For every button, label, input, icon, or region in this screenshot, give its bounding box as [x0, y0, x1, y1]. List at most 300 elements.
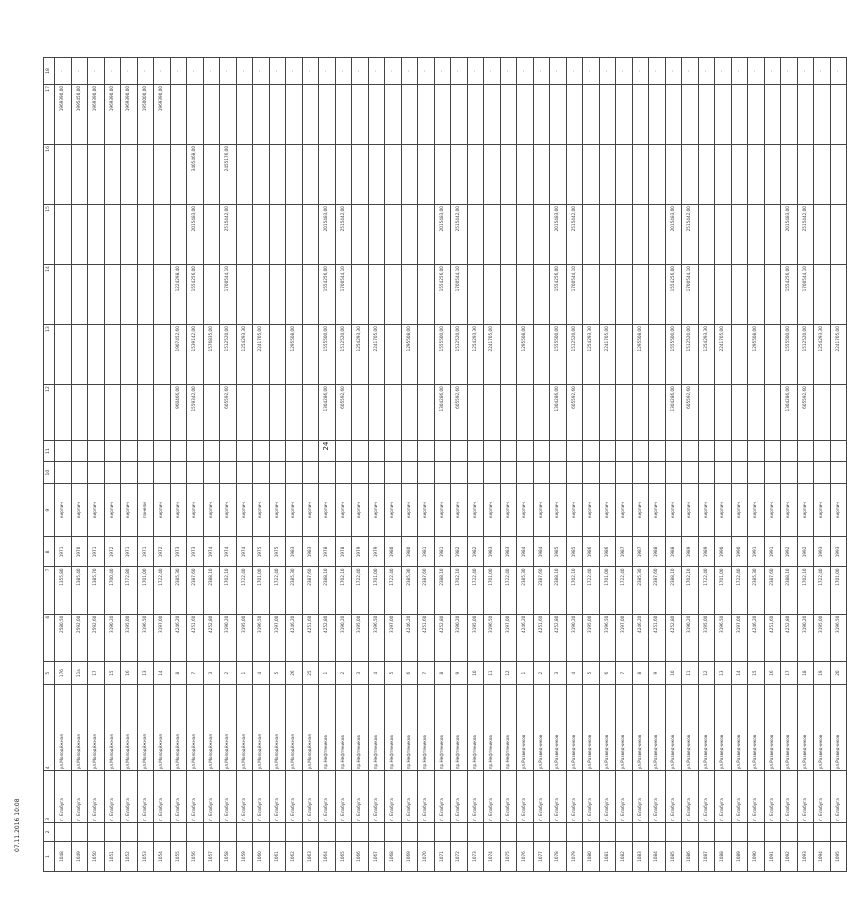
table-cell: 1085 [665, 841, 682, 871]
table-cell: 1094 [814, 841, 831, 871]
table-cell: 1701,00 [368, 567, 385, 614]
table-cell: 1969390,00 [55, 84, 72, 144]
table-cell: 9 [451, 661, 468, 685]
table-cell: 1722,40 [616, 567, 633, 614]
table-cell: г. Елабуга [71, 771, 88, 822]
table-row [649, 58, 666, 872]
table-cell [385, 325, 402, 385]
table-cell [830, 822, 847, 841]
table-cell: 2015483,00 [187, 205, 204, 265]
table-cell [121, 462, 138, 483]
table-cell [731, 822, 748, 841]
table-cell [154, 205, 171, 265]
table-cell [137, 205, 154, 265]
table-cell [352, 205, 369, 265]
table-cell: - [682, 58, 699, 85]
table-cell: ул.Разведчиков [731, 685, 748, 771]
table-cell: - [434, 58, 451, 85]
table-cell: 4246,20 [286, 614, 303, 661]
table-cell: - [550, 58, 567, 85]
table-cell: 1972 [154, 537, 171, 567]
table-cell: 4252,80 [434, 614, 451, 661]
table-cell: 1304286,00 [550, 385, 567, 441]
table-cell [203, 84, 220, 144]
table-cell [55, 205, 72, 265]
table-cell: - [418, 58, 435, 85]
table-cell [467, 265, 484, 325]
table-cell: кирпич [286, 483, 303, 537]
table-cell: 2241705,00 [599, 325, 616, 385]
table-cell [418, 325, 435, 385]
table-cell [385, 822, 402, 841]
table-row [319, 58, 336, 872]
table-cell: 3190,20 [682, 614, 699, 661]
table-cell [533, 84, 550, 144]
table-cell: 1702,10 [797, 567, 814, 614]
table-cell: г. Елабуга [533, 771, 550, 822]
table-cell: 4246,20 [748, 614, 765, 661]
table-cell [550, 462, 567, 483]
table-cell [352, 145, 369, 205]
table-cell [137, 462, 154, 483]
table-cell: - [55, 58, 72, 85]
table-cell: ул.Разведчиков [814, 685, 831, 771]
table-cell: г. Елабуга [319, 771, 336, 822]
table-cell: 1979 [368, 537, 385, 567]
table-cell [434, 84, 451, 144]
table-cell: 25 [302, 661, 319, 685]
table-cell: 1701,00 [830, 567, 847, 614]
table-cell [137, 822, 154, 841]
table-cell: 4 [566, 661, 583, 685]
table-cell: 2 [533, 661, 550, 685]
table-row [401, 58, 418, 872]
table-cell: г. Елабуга [368, 771, 385, 822]
table-cell: 3195,00 [352, 614, 369, 661]
table-cell: - [764, 58, 781, 85]
table-cell [335, 440, 352, 461]
table-cell [797, 440, 814, 461]
table-cell: 3196,50 [484, 614, 501, 661]
table-cell: 8 [44, 537, 55, 567]
table-row [484, 58, 501, 872]
table-cell: 15 [748, 661, 765, 685]
table-cell: - [187, 58, 204, 85]
table-cell [665, 84, 682, 144]
table-cell [269, 205, 286, 265]
table-cell: - [154, 58, 171, 85]
table-cell [220, 822, 237, 841]
table-cell: 3195,00 [698, 614, 715, 661]
table-cell [253, 205, 270, 265]
table-cell: 4252,80 [319, 614, 336, 661]
table-cell: 1 [236, 661, 253, 685]
table-cell [797, 84, 814, 144]
table-cell: пр.Нефтяников [500, 685, 517, 771]
table-cell [517, 822, 534, 841]
table-cell [154, 145, 171, 205]
table-cell [286, 205, 303, 265]
table-cell: 2241705,00 [830, 325, 847, 385]
table-cell: ул.Разведчиков [533, 685, 550, 771]
table-cell: ул.Молодёжная [104, 685, 121, 771]
table-cell: кирпич [467, 483, 484, 537]
table-cell: г. Елабуга [220, 771, 237, 822]
table-cell: г. Елабуга [154, 771, 171, 822]
table-cell: ул.Молодёжная [236, 685, 253, 771]
table-cell [484, 440, 501, 461]
table-cell [418, 822, 435, 841]
table-cell [55, 462, 72, 483]
table-cell: 1050 [88, 841, 105, 871]
table-cell: 1987 [616, 537, 633, 567]
table-cell: кирпич [731, 483, 748, 537]
table-cell: 2387,60 [649, 567, 666, 614]
table-cell [698, 84, 715, 144]
table-cell [434, 145, 451, 205]
table-cell: 16 [121, 661, 138, 685]
table-cell: г. Елабуга [781, 771, 798, 822]
table-cell [517, 462, 534, 483]
table-cell: ул.Разведчиков [566, 685, 583, 771]
table-cell [682, 145, 699, 205]
table-cell [500, 325, 517, 385]
table-cell: 1989 [698, 537, 715, 567]
table-cell: пр.Нефтяников [335, 685, 352, 771]
table-cell: г. Елабуга [484, 771, 501, 822]
table-cell [104, 325, 121, 385]
table-cell: 1701,00 [137, 567, 154, 614]
table-cell [814, 385, 831, 441]
table-cell: 2388,10 [781, 567, 798, 614]
table-cell: 4246,20 [632, 614, 649, 661]
table-cell: 1076 [517, 841, 534, 871]
table-cell [71, 440, 88, 461]
table-cell [616, 205, 633, 265]
table-cell [599, 385, 616, 441]
table-cell [220, 84, 237, 144]
table-cell: - [137, 58, 154, 85]
table-row [71, 58, 88, 872]
table-cell [203, 145, 220, 205]
table-cell: г. Елабуга [203, 771, 220, 822]
table-cell: 1978 [319, 537, 336, 567]
table-cell: 5 [385, 661, 402, 685]
table-cell: 1072 [451, 841, 468, 871]
table-cell: 1254293,30 [583, 325, 600, 385]
table-cell [385, 265, 402, 325]
table-cell [467, 205, 484, 265]
table-cell: 1079 [566, 841, 583, 871]
table-cell: 1057 [203, 841, 220, 871]
table-cell: 1512520,00 [566, 325, 583, 385]
table-row [253, 58, 270, 872]
table-cell [71, 462, 88, 483]
table-cell: - [286, 58, 303, 85]
table-cell: 1385,40 [71, 567, 88, 614]
table-cell [187, 462, 204, 483]
table-cell: 1089 [731, 841, 748, 871]
table-cell: 5 [44, 661, 55, 685]
table-cell [170, 822, 187, 841]
table-cell [764, 325, 781, 385]
table-cell: 4252,80 [203, 614, 220, 661]
table-cell: 2387,60 [187, 567, 204, 614]
table-cell: 1086 [682, 841, 699, 871]
table-cell [269, 84, 286, 144]
table-cell: - [632, 58, 649, 85]
table-cell: г. Елабуга [665, 771, 682, 822]
table-cell [484, 462, 501, 483]
table-cell [698, 205, 715, 265]
table-cell [731, 385, 748, 441]
table-cell [781, 84, 798, 144]
table-cell: - [533, 58, 550, 85]
table-cell [319, 462, 336, 483]
table-cell: 14 [154, 661, 171, 685]
table-cell: 1983 [286, 537, 303, 567]
table-cell: ул.Разведчиков [517, 685, 534, 771]
table-cell [368, 145, 385, 205]
table-cell [814, 822, 831, 841]
table-cell: 4251,60 [187, 614, 204, 661]
table-cell [401, 440, 418, 461]
table-cell: 1980 [385, 537, 402, 567]
table-cell: 1091 [764, 841, 781, 871]
table-cell: 4246,20 [401, 614, 418, 661]
table-cell: 3195,00 [467, 614, 484, 661]
table-cell: ул.Разведчиков [781, 685, 798, 771]
table-cell: 7 [616, 661, 633, 685]
table-cell [748, 205, 765, 265]
table-cell [682, 440, 699, 461]
table-cell [500, 145, 517, 205]
table-cell: пр.Нефтяников [467, 685, 484, 771]
table-cell [253, 145, 270, 205]
table-cell [154, 265, 171, 325]
table-cell [649, 84, 666, 144]
table-cell: 1987 [632, 537, 649, 567]
table-cell: 2241705,00 [715, 325, 732, 385]
table-cell: г. Елабуга [418, 771, 435, 822]
table-cell: - [368, 58, 385, 85]
table-cell: ул.Разведчиков [550, 685, 567, 771]
table-cell: 2385,30 [401, 567, 418, 614]
table-cell: 1254293,30 [352, 325, 369, 385]
table-cell [632, 385, 649, 441]
table-cell: 1975 [269, 537, 286, 567]
table-row [88, 58, 105, 872]
table-cell: г. Елабуга [335, 771, 352, 822]
table-cell [104, 385, 121, 441]
table-cell: г. Елабуга [286, 771, 303, 822]
table-cell: 1073 [467, 841, 484, 871]
table-cell [814, 462, 831, 483]
table-cell [451, 84, 468, 144]
table-cell: панели [137, 483, 154, 537]
table-cell [302, 265, 319, 325]
table-cell [385, 385, 402, 441]
table-row [170, 58, 187, 872]
table-cell: 3405468,00 [187, 145, 204, 205]
table-cell: 1088 [715, 841, 732, 871]
table-cell: - [599, 58, 616, 85]
table-cell [286, 145, 303, 205]
table-cell [665, 145, 682, 205]
table-cell [236, 822, 253, 841]
table-cell [401, 385, 418, 441]
table-cell [467, 462, 484, 483]
table-cell [698, 822, 715, 841]
table-cell: - [170, 58, 187, 85]
table-cell: 1702,10 [335, 567, 352, 614]
table-cell: ул.Молодёжная [170, 685, 187, 771]
table-cell: - [236, 58, 253, 85]
table-cell: кирпич [352, 483, 369, 537]
table-cell: 2515442,00 [797, 205, 814, 265]
table-cell [418, 440, 435, 461]
table-cell [352, 462, 369, 483]
table-cell [500, 205, 517, 265]
table-cell: г. Елабуга [599, 771, 616, 822]
table-cell: 1512520,00 [220, 325, 237, 385]
table-cell: 1092 [781, 841, 798, 871]
table-cell [583, 84, 600, 144]
table-cell [748, 265, 765, 325]
table-cell [814, 145, 831, 205]
table-cell: пр.Нефтяников [484, 685, 501, 771]
table-cell: 2388,10 [665, 567, 682, 614]
table-cell: 17 [88, 661, 105, 685]
footer-datestamp: 07.11.2016 10:08 [14, 798, 21, 852]
table-cell: - [797, 58, 814, 85]
table-cell [170, 462, 187, 483]
table-cell: 8 [434, 661, 451, 685]
table-cell [104, 440, 121, 461]
table-cell: 1991 [764, 537, 781, 567]
table-cell: 1985 [566, 537, 583, 567]
table-row [764, 58, 781, 872]
table-cell: г. Елабуга [55, 771, 72, 822]
table-cell: 7 [187, 661, 204, 685]
table-cell: 2580,50 [55, 614, 72, 661]
table-cell [731, 205, 748, 265]
table-cell: 1075 [500, 841, 517, 871]
table-cell: 1701,00 [599, 567, 616, 614]
table-cell [566, 440, 583, 461]
table-cell [550, 145, 567, 205]
table-cell [352, 385, 369, 441]
table-row [220, 58, 237, 872]
table-cell [302, 205, 319, 265]
table-cell: ул.Разведчиков [698, 685, 715, 771]
table-cell [814, 440, 831, 461]
table-cell [731, 440, 748, 461]
table-cell [286, 265, 303, 325]
table-cell: 1058 [220, 841, 237, 871]
table-cell: 3190,20 [451, 614, 468, 661]
table-cell [302, 145, 319, 205]
table-cell [830, 145, 847, 205]
table-cell [814, 265, 831, 325]
table-cell: 11 [484, 661, 501, 685]
table-cell: 1385,70 [88, 567, 105, 614]
table-cell: 1973 [170, 537, 187, 567]
table-cell: 1982 [451, 537, 468, 567]
table-cell [220, 440, 237, 461]
table-cell: - [781, 58, 798, 85]
table-cell [170, 205, 187, 265]
table-cell [682, 84, 699, 144]
table-cell: г. Елабуга [550, 771, 567, 822]
table-cell [467, 385, 484, 441]
table-cell: кирпич [797, 483, 814, 537]
table-cell [616, 385, 633, 441]
table-cell: 1554256,00 [319, 265, 336, 325]
table-cell [500, 822, 517, 841]
table-cell: 9 [44, 483, 55, 537]
table-cell: 1070 [418, 841, 435, 871]
table-cell: ул.Молодёжная [187, 685, 204, 771]
table-cell [154, 385, 171, 441]
table-cell: 1969390,00 [121, 84, 138, 144]
table-cell: 1985 [550, 537, 567, 567]
table-cell: 1907452,60 [170, 325, 187, 385]
table-cell [632, 145, 649, 205]
table-cell: г. Елабуга [352, 771, 369, 822]
table-cell [533, 385, 550, 441]
table-cell [715, 462, 732, 483]
table-cell [170, 440, 187, 461]
table-cell [599, 440, 616, 461]
table-cell [583, 145, 600, 205]
table-cell [764, 385, 781, 441]
table-row [451, 58, 468, 872]
table-cell [154, 462, 171, 483]
table-cell: ул.Молодёжная [302, 685, 319, 771]
table-cell: - [121, 58, 138, 85]
table-cell [236, 440, 253, 461]
table-cell: 1062 [286, 841, 303, 871]
table-cell: 1971 [137, 537, 154, 567]
table-cell: 1974 [203, 537, 220, 567]
table-cell [797, 822, 814, 841]
table-cell: 1512520,00 [682, 325, 699, 385]
table-cell [517, 145, 534, 205]
table-cell: 2592,60 [88, 614, 105, 661]
table-cell: 1061 [269, 841, 286, 871]
table-cell [566, 462, 583, 483]
table-cell [352, 265, 369, 325]
table-cell: 1555500,00 [781, 325, 798, 385]
table-cell: 2388,10 [550, 567, 567, 614]
table-row [500, 58, 517, 872]
table-cell [352, 440, 369, 461]
table-cell [599, 84, 616, 144]
table-cell: 2515442,00 [220, 205, 237, 265]
table-cell [385, 205, 402, 265]
table-cell: пр.Нефтяников [319, 685, 336, 771]
table-cell: ул.Разведчиков [583, 685, 600, 771]
table-cell [682, 462, 699, 483]
table-cell: г. Елабуга [269, 771, 286, 822]
table-cell [269, 265, 286, 325]
table-cell: 2 [220, 661, 237, 685]
table-cell [302, 84, 319, 144]
table-cell [269, 325, 286, 385]
table-cell: - [269, 58, 286, 85]
table-cell: кирпич [154, 483, 171, 537]
